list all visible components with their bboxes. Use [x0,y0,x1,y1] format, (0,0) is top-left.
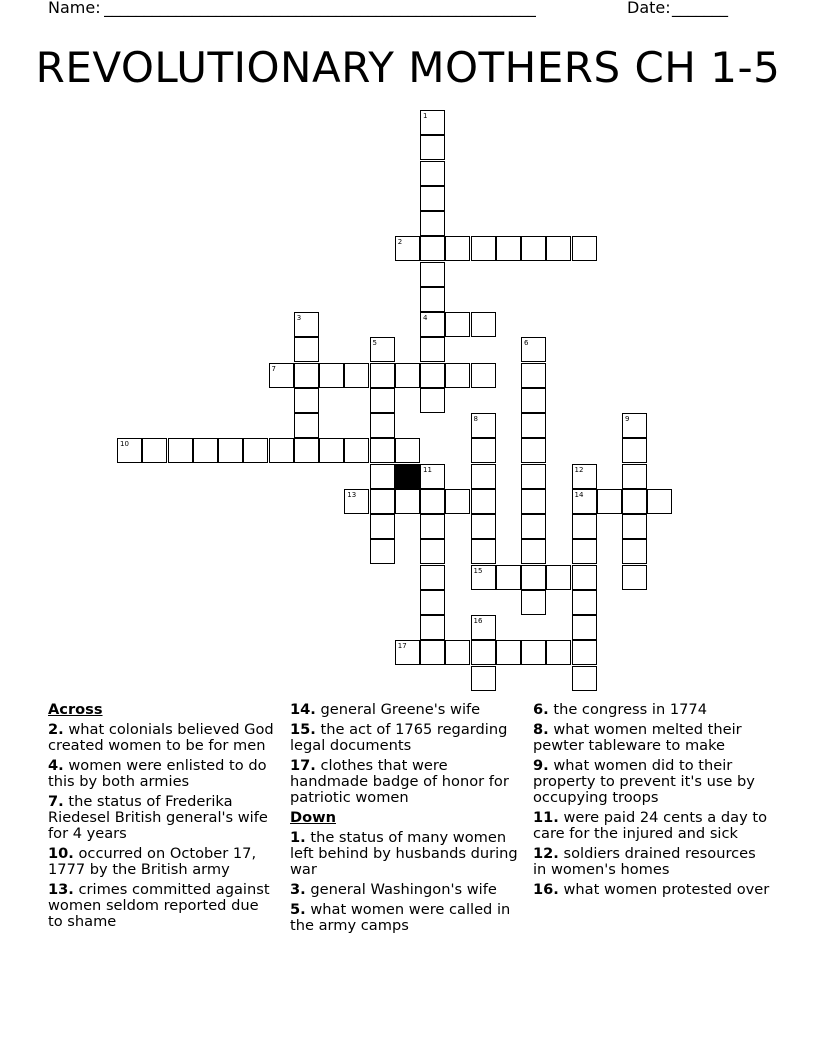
grid-cell[interactable] [572,539,597,564]
grid-cell[interactable] [521,489,546,514]
grid-cell[interactable] [597,489,622,514]
grid-cell[interactable] [546,565,571,590]
grid-cell[interactable] [420,388,445,413]
clue-number: 3 [296,314,302,322]
grid-cell[interactable] [395,363,420,388]
clue-number: 6 [524,339,529,348]
clue-item-text: general Washingon's wife [305,881,497,898]
grid-cell[interactable] [395,438,420,463]
grid-cell[interactable] [622,489,647,514]
clue-item [290,830,518,878]
clue-item [533,882,773,898]
black-cell [395,464,420,489]
grid-cell[interactable] [319,363,344,388]
clue-item-text: what women did to their property to prevent it's use by occupying troops [533,757,755,806]
grid-cell[interactable] [142,438,167,463]
grid-cell[interactable] [546,640,571,665]
grid-cell[interactable] [370,464,395,489]
grid-cell[interactable] [622,539,647,564]
grid-cell[interactable] [521,363,546,388]
grid-cell[interactable] [521,464,546,489]
across-clue-list [48,722,276,930]
date-label: Date: [627,0,671,17]
clue-item-text: what women were called in the army camps [290,901,511,934]
grid-cell[interactable] [193,438,218,463]
grid-cell[interactable] [395,236,420,261]
grid-cell[interactable] [370,337,395,362]
grid-cell[interactable] [622,565,647,590]
grid-cell[interactable] [420,489,445,514]
clue-number: 13 [347,490,357,499]
grid-cell[interactable] [370,438,395,463]
clue-item-number: 7. [48,793,64,810]
clue-item-text: were paid 24 cents a day to care for the injured and sick [533,809,768,842]
grid-cell[interactable] [496,640,521,665]
grid-cell[interactable] [471,312,496,337]
clue-item-text: what women protested over [558,881,770,898]
grid-cell[interactable] [370,539,395,564]
clue-item [48,722,276,754]
clue-item-number: 3. [290,881,306,898]
grid-cell[interactable] [521,565,546,590]
clue-item [533,702,773,718]
clue-item [48,758,276,790]
grid-cell[interactable] [622,413,647,438]
grid-cell[interactable] [496,565,521,590]
grid-cell[interactable] [521,514,546,539]
grid-cell[interactable] [471,363,496,388]
clues-column-3 [533,702,773,902]
grid-cell[interactable] [420,363,445,388]
name-blank-line[interactable]: ______________________________________________________ [104,0,536,17]
clue-item-text: the status of Frederika Riedesel British general's wife for 4 years [48,793,268,842]
grid-cell[interactable] [572,514,597,539]
clue-item-number: 12. [533,845,559,862]
grid-cell[interactable] [521,388,546,413]
grid-cell[interactable] [521,640,546,665]
clues-column-1 [48,702,276,934]
grid-cell[interactable] [269,363,294,388]
clue-number: 1 [423,112,428,120]
grid-cell[interactable] [420,110,445,135]
clue-number: 12 [574,465,584,474]
grid-cell[interactable] [117,438,142,463]
clue-number: 14 [574,490,584,499]
clue-number: 16 [473,617,483,625]
grid-cell[interactable] [546,236,571,261]
grid-cell[interactable] [471,539,496,564]
clue-item [290,902,518,934]
across-heading: Across [48,701,103,718]
clue-item-number: 4. [48,757,64,774]
clue-number: 5 [372,339,377,348]
grid-cell[interactable] [521,236,546,261]
clue-item-text: crimes committed against women seldom reported due to shame [48,881,270,930]
grid-cell[interactable] [420,186,445,211]
grid-cell[interactable] [420,640,445,665]
clue-item-text: the act of 1765 regarding legal documents [290,721,508,754]
clue-item-number: 6. [533,701,549,718]
grid-cell[interactable] [294,312,319,337]
grid-cell[interactable] [420,312,445,337]
clue-item-text: occurred on October 17, 1777 by the British army [48,845,257,878]
clue-item-text: women were enlisted to do this by both armies [48,757,267,790]
grid-cell[interactable] [647,489,672,514]
grid-cell[interactable] [420,287,445,312]
grid-cell[interactable] [294,438,319,463]
clue-item-number: 13. [48,881,74,898]
clue-item-text: what colonials believed God created women to be for men [48,721,274,754]
clue-item-number: 11. [533,809,559,826]
grid-cell[interactable] [471,640,496,665]
grid-cell[interactable] [294,363,319,388]
down-heading: Down [290,809,337,826]
grid-cell[interactable] [445,312,470,337]
clue-item-text: the congress in 1774 [548,701,707,718]
page-title: REVOLUTIONARY MOTHERS CH 1-5 [35,43,781,92]
grid-cell[interactable] [572,236,597,261]
grid-cell[interactable] [445,363,470,388]
clue-number: 2 [397,238,403,247]
clue-item [290,722,518,754]
grid-cell[interactable] [294,388,319,413]
grid-cell[interactable] [471,413,496,438]
grid-cell[interactable] [319,438,344,463]
grid-cell[interactable] [471,489,496,514]
grid-cell[interactable] [218,438,243,463]
grid-cell[interactable] [344,363,369,388]
grid-cell[interactable] [395,489,420,514]
down-clue-list-continued [533,702,773,898]
grid-cell[interactable] [445,640,470,665]
clue-item-number: 5. [290,901,306,918]
clue-item [48,846,276,878]
clue-item-number: 15. [290,721,316,738]
grid-cell[interactable] [370,514,395,539]
grid-cell[interactable] [572,615,597,640]
grid-cell[interactable] [420,262,445,287]
grid-cell[interactable] [370,489,395,514]
clue-item-number: 1. [290,829,306,846]
clue-item-number: 17. [290,757,316,774]
clue-number: 7 [271,364,276,373]
grid-cell[interactable] [370,388,395,413]
grid-cell[interactable] [344,489,369,514]
clue-number: 9 [625,415,630,423]
clue-item [290,882,518,898]
grid-cell[interactable] [471,438,496,463]
date-blank-line[interactable]: _______ [672,0,728,17]
grid-cell[interactable] [420,236,445,261]
grid-cell[interactable] [521,590,546,615]
clue-item-number: 9. [533,757,549,774]
clue-number: 4 [423,314,428,322]
grid-cell[interactable] [445,236,470,261]
clues-column-2 [290,702,518,938]
clue-number: 10 [120,440,129,449]
grid-cell[interactable] [572,464,597,489]
clue-item [290,758,518,806]
clue-item-number: 14. [290,701,316,718]
grid-cell[interactable] [420,337,445,362]
grid-cell[interactable] [420,464,445,489]
grid-cell[interactable] [471,236,496,261]
grid-cell[interactable] [572,640,597,665]
clue-item-number: 8. [533,721,549,738]
clue-number: 11 [423,465,432,474]
grid-cell[interactable] [420,161,445,186]
clue-item-number: 16. [533,881,559,898]
grid-cell[interactable] [471,666,496,691]
grid-cell[interactable] [420,135,445,160]
grid-cell[interactable] [168,438,193,463]
clue-item [48,882,276,930]
clue-item-text: what women melted their pewter tableware to make [533,721,742,754]
grid-cell[interactable] [496,236,521,261]
grid-cell[interactable] [572,489,597,514]
clue-item [48,794,276,842]
grid-cell[interactable] [622,438,647,463]
clue-item-text: soldiers drained resources in women's homes [533,845,756,878]
grid-cell[interactable] [420,211,445,236]
clue-number: 15 [473,566,483,575]
clue-number: 8 [473,415,478,423]
grid-cell[interactable] [471,464,496,489]
grid-cell[interactable] [622,464,647,489]
grid-cell[interactable] [622,514,647,539]
grid-cell[interactable] [420,514,445,539]
clue-item-text: the status of many women left behind by husbands during war [290,829,518,878]
clue-item [533,846,773,878]
clue-item-text: clothes that were handmade badge of honor for patriotic women [290,757,509,806]
grid-cell[interactable] [521,539,546,564]
clue-item-text: general Greene's wife [315,701,481,718]
grid-cell[interactable] [294,413,319,438]
grid-cell[interactable] [420,590,445,615]
grid-cell[interactable] [521,413,546,438]
across-clue-list-continued [290,702,518,806]
grid-cell[interactable] [471,565,496,590]
grid-cell[interactable] [395,640,420,665]
clue-item [290,702,518,718]
name-label: Name: [48,0,101,17]
grid-cell[interactable] [269,438,294,463]
grid-cell[interactable] [572,565,597,590]
clue-item-number: 2. [48,721,64,738]
grid-cell[interactable] [420,615,445,640]
grid-cell[interactable] [445,489,470,514]
clue-item-number: 10. [48,845,74,862]
clue-item [533,758,773,806]
grid-cell[interactable] [420,565,445,590]
grid-cell[interactable] [420,539,445,564]
grid-cell[interactable] [572,666,597,691]
grid-cell[interactable] [471,514,496,539]
grid-cell[interactable] [294,337,319,362]
grid-cell[interactable] [344,438,369,463]
clue-item [533,722,773,754]
grid-cell[interactable] [572,590,597,615]
grid-cell[interactable] [521,438,546,463]
clue-number: 17 [397,642,407,651]
down-clue-list [290,830,518,934]
clue-item [533,810,773,842]
grid-cell[interactable] [521,337,546,362]
grid-cell[interactable] [370,363,395,388]
grid-cell[interactable] [243,438,268,463]
grid-cell[interactable] [370,413,395,438]
grid-cell[interactable] [471,615,496,640]
